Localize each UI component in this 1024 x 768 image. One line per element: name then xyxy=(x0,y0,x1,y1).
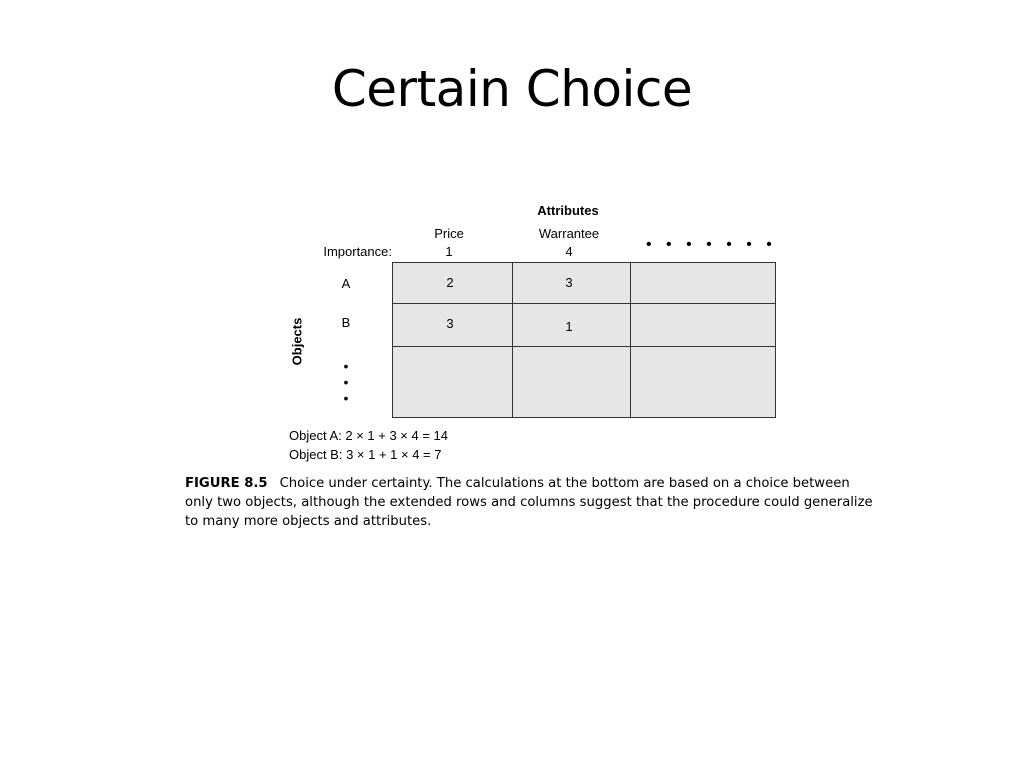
cell-b-warrantee: 1 xyxy=(565,319,573,334)
column-header-warrantee: Warrantee xyxy=(538,226,600,241)
cell-a-warrantee: 3 xyxy=(565,275,573,290)
more-attributes-ellipsis: • • • • • • • xyxy=(646,236,777,253)
attributes-heading: Attributes xyxy=(537,203,599,218)
grid-divider xyxy=(630,263,631,417)
caption-text: Choice under certainty. The calculations at the bottom are based on a choice between only two objects, although the extended rows and columns suggest that the procedure could generalize to many more objects and attributes. xyxy=(185,476,873,529)
figure-caption xyxy=(185,474,875,531)
grid-divider xyxy=(393,346,775,347)
slide-title: Certain Choice xyxy=(331,60,693,118)
row-label-a: A xyxy=(341,276,351,291)
grid-divider xyxy=(393,303,775,304)
column-header-price: Price xyxy=(434,226,464,241)
calculation-object-a: Object A: 2 × 1 + 3 × 4 = 14 xyxy=(289,428,449,443)
importance-price: 1 xyxy=(445,244,453,259)
grid-divider xyxy=(512,263,513,417)
importance-label: Importance: xyxy=(323,244,392,259)
cell-b-price: 3 xyxy=(446,316,454,331)
calculation-object-b: Object B: 3 × 1 + 1 × 4 = 7 xyxy=(289,447,442,462)
cell-a-price: 2 xyxy=(446,275,454,290)
objects-axis-label: Objects xyxy=(289,317,305,366)
choice-matrix-grid xyxy=(392,262,776,418)
figure-number: FIGURE 8.5 xyxy=(185,476,268,491)
more-objects-ellipsis: • • • xyxy=(343,358,349,406)
importance-warrantee: 4 xyxy=(565,244,573,259)
row-label-b: B xyxy=(341,315,351,330)
